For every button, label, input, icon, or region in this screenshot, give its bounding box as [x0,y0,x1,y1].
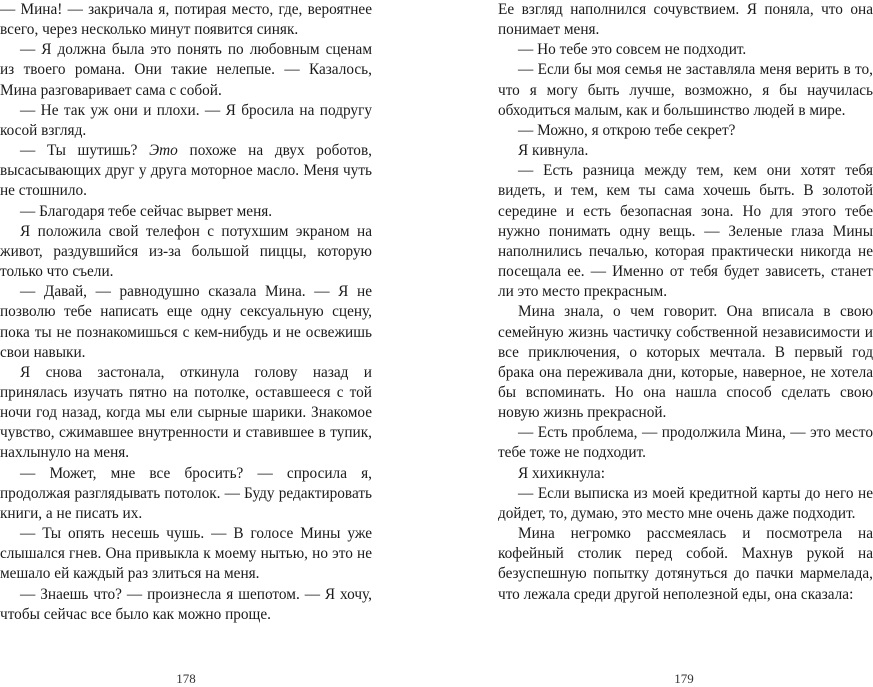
right-page [498,0,873,687]
paragraph: — Ты опять несешь чушь. — В голосе Мины уже слышался гнев. Она привыкла к моему нытью, но это не мешало ей каждый раз злиться на меня. [0,525,372,583]
paragraph: Я кивнула. [518,142,589,160]
paragraph: Я снова застонала, откинула голову назад и принялась изучать пятно на потолке, оставшееся с той ночи год назад, когда мы ели сырные шарики. Знакомое чувство, сжимавшее внутренности и ставившее в тупик, нахлынуло на меня. [0,363,372,462]
paragraph: — Благодаря тебе сейчас вырвет меня. [20,202,273,220]
page-number: 178 [176,671,196,686]
paragraph: — Я должна была это понять по любовным сценам из твоего романа. Они такие нелепые. — Казалось, Мина разговаривает сама с собой. [0,41,372,99]
paragraph: Мина негромко рассмеялась и посмотрела на кофейный столик перед собой. Махнув рукой на безуспешную попытку дотянуться до пачки мармелада, что лежала среди другой неполезной еды, она сказала: [498,525,873,603]
paragraph: — Знаешь что? — произнесла я шепотом. — Я хочу, чтобы сейчас все было как можно проще. [0,585,372,623]
paragraph: Ее взгляд наполнился сочувствием. Я поняла, что она понимает меня. [498,1,873,39]
paragraph: — Можно, я открою тебе секрет? [518,121,736,139]
paragraph-with-emphasis [0,141,372,201]
paragraph: Мина знала, о чем говорит. Она вписала в свою семейную жизнь частичку собственной независимости и все приключения, о которых мечтала. В первый год брака она переживала дни, которые, наверное, не хотела бы вспоминать. Но она нашла способ сделать свою новую жизнь прекрасной. [498,303,873,422]
paragraph: — Есть разница между тем, кем они хотят тебя видеть, и тем, кем ты сама хочешь быть. В золотой середине и есть безопасная зона. Но для этого тебе нужно понимать одну вещь. — Зеленые глаза Мины наполнились печалью, которая практически никогда не посещала ее. — Именно от тебя будет зависеть, станет ли это место прекрасным. [498,162,873,301]
paragraph: — Мина! — закричала я, потирая место, где, вероятнее всего, через несколько минут появится синяк. [0,1,372,39]
left-page [0,0,372,687]
paragraph: — Давай, — равнодушно сказала Мина. — Я не позволю тебе написать еще одну сексуальную сцену, пока ты не познакомишься с кем-нибудь и не освежишь свои навыки. [0,283,372,361]
left-page-text [0,0,372,625]
paragraph: — Есть проблема, — продолжила Мина, — это место тебе тоже не подходит. [498,424,873,462]
page-number: 179 [674,671,694,686]
paragraph: Я положила свой телефон с потухшим экраном на живот, раздувшийся из-за большой пиццы, которую только что съели. [0,222,372,281]
paragraph: Я хихикнула: [518,464,605,482]
paragraph: — Может, мне все бросить? — спросила я, продолжая разглядывать потолок. — Буду редактировать книги, а не писать их. [0,464,372,522]
paragraph: — Если бы моя семья не заставляла меня верить в то, что я могу быть лучше, возможно, я бы научилась обходиться малым, как и большинство людей в мире. [498,61,873,119]
paragraph-rest: похоже на двух роботов, высасывающих друг у друга моторное масло. Меня чуть не стошнило. [0,142,372,200]
paragraph: — Если выписка из моей кредитной карты до него не дойдет, то, думаю, это место мне очень даже подходит. [498,484,873,522]
paragraph: — Но тебе это совсем не подходит. [518,41,747,59]
emphasized-word: Это [149,142,178,160]
dash-prefix: — Ты шутишь? [20,142,150,160]
right-page-text [498,0,873,605]
paragraph: — Не так уж они и плохи. — Я бросила на подругу косой взгляд. [0,101,372,139]
